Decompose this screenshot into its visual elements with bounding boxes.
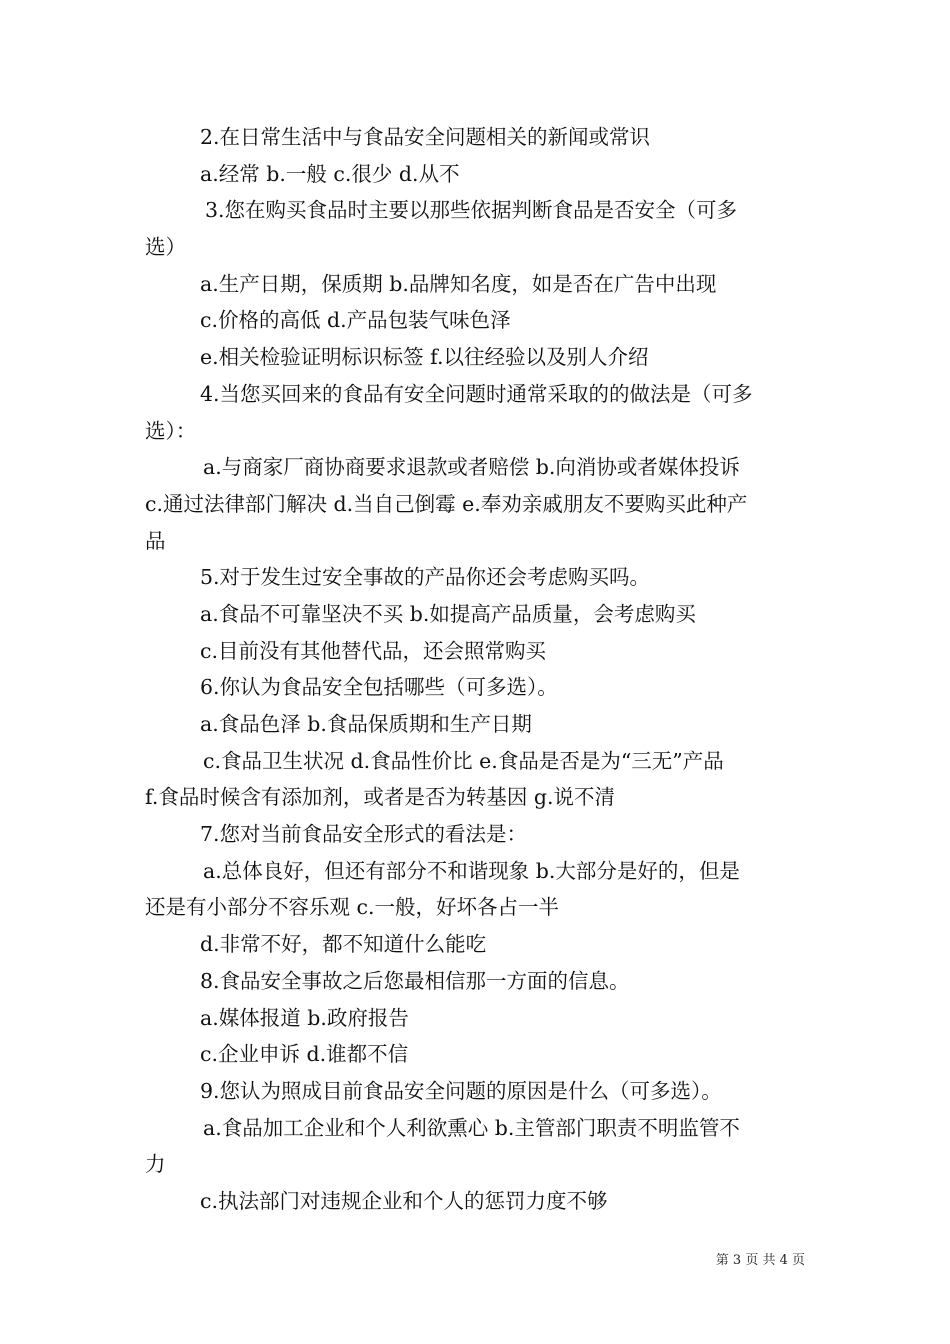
text-line: a.媒体报道 b.政府报告 — [200, 1005, 409, 1030]
text-line: a.生产日期，保质期 b.品牌知名度，如是否在广告中出现 — [200, 271, 717, 296]
text-line: f.食品时候含有添加剂，或者是否为转基因 g.说不清 — [145, 785, 616, 810]
text-line: e.相关检验证明标识标签 f.以往经验以及别人介绍 — [200, 345, 649, 370]
text-line: 2.在日常生活中与食品安全问题相关的新闻或常识 — [200, 125, 651, 149]
text-line: a.食品不可靠坚决不买 b.如提高产品质量，会考虑购买 — [200, 601, 696, 626]
text-line: 品 — [145, 528, 166, 553]
text-line: a.食品加工企业和个人利欲熏心 b.主管部门职责不明监管不 — [203, 1115, 740, 1140]
text-line: 选）： — [145, 418, 197, 443]
text-line: d.非常不好，都不知道什么能吃 — [200, 932, 487, 957]
text-line: c.食品卫生状况 d.食品性价比 e.食品是否是为“三无”产品 — [203, 748, 724, 773]
text-line: 4.当您买回来的食品有安全问题时通常采取的的做法是（可多 — [200, 381, 753, 406]
text-line: 9.您认为照成目前食品安全问题的原因是什么（可多选）。 — [200, 1078, 722, 1103]
text-line: c.价格的高低 d.产品包装气味色泽 — [200, 308, 511, 333]
text-line: 8.食品安全事故之后您最相信那一方面的信息。 — [200, 968, 630, 993]
text-line: 力 — [145, 1152, 166, 1177]
text-line: a.食品色泽 b.食品保质期和生产日期 — [200, 712, 532, 736]
text-line: 选） — [145, 235, 186, 260]
text-line: a.与商家厂商协商要求退款或者赔偿 b.向消协或者媒体投诉 — [203, 455, 740, 480]
text-line: 7.您对当前食品安全形式的看法是： — [200, 822, 528, 847]
text-line: 3.您在购买食品时主要以那些依据判断食品是否安全（可多 — [205, 198, 738, 223]
text-line: a.经常 b.一般 c.很少 d.从不 — [200, 161, 460, 186]
text-line: 5.对于发生过安全事故的产品你还会考虑购买吗。 — [200, 565, 651, 590]
text-line: c.通过法律部门解决 d.当自己倒霉 e.奉劝亲戚朋友不要购买此种产 — [145, 491, 748, 516]
document-body — [145, 119, 810, 1220]
text-line: c.执法部门对违规企业和个人的惩罚力度不够 — [200, 1188, 608, 1213]
text-line: a.总体良好，但还有部分不和谐现象 b.大部分是好的，但是 — [203, 858, 740, 883]
text-line: c.企业申诉 d.谁都不信 — [200, 1042, 409, 1067]
text-line: c.目前没有其他替代品，还会照常购买 — [200, 638, 546, 663]
text-line: 还是有小部分不容乐观 c.一般，好坏各占一半 — [145, 895, 560, 920]
text-line: 6.你认为食品安全包括哪些（可多选）。 — [200, 675, 558, 700]
page-number: 第 3 页 共 4 页 — [715, 1253, 805, 1268]
